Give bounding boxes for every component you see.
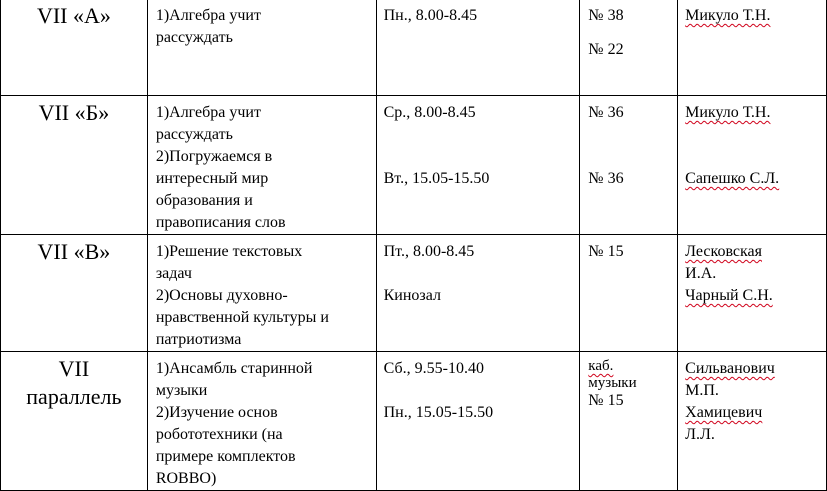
class-name: VII «А» bbox=[36, 3, 111, 28]
room-cell bbox=[580, 0, 678, 96]
course-line: 1)Ансамбль старинной bbox=[155, 360, 313, 377]
teacher-line: М.П. bbox=[685, 382, 719, 399]
course-line: музыки bbox=[155, 382, 208, 399]
course-line: задач bbox=[155, 265, 192, 282]
course-line: 1)Алгебра учит bbox=[155, 104, 261, 121]
class-cell bbox=[1, 235, 148, 352]
table-row bbox=[1, 352, 827, 491]
time-line: Кинозал bbox=[383, 287, 441, 304]
class-cell bbox=[1, 96, 148, 235]
teacher-cell bbox=[678, 352, 827, 491]
room-cell bbox=[580, 235, 678, 352]
course-line: 1)Алгебра учит bbox=[155, 7, 261, 24]
course-line: 2)Основы духовно- bbox=[155, 287, 288, 304]
class-name: VII «Б» bbox=[38, 100, 110, 125]
teacher-line: Микуло Т.Н. bbox=[685, 104, 771, 121]
course-line: рассуждать bbox=[155, 126, 233, 143]
course-line: патриотизма bbox=[155, 331, 242, 348]
course-line: 2)Изучение основ bbox=[155, 404, 278, 421]
room-line: № 15 bbox=[588, 392, 624, 409]
teacher-cell bbox=[678, 96, 827, 235]
course-line: нравственной культуры и bbox=[155, 309, 329, 326]
course-line: образования и bbox=[155, 192, 253, 209]
course-line: рассуждать bbox=[155, 29, 233, 46]
spacer bbox=[588, 124, 677, 168]
time-line: Ср., 8.00-8.45 bbox=[383, 104, 476, 121]
course-line: правописания слов bbox=[155, 214, 286, 231]
course-line: робототехники (на bbox=[155, 426, 283, 443]
room-line: № 15 bbox=[588, 243, 624, 260]
course-line: ROBBO) bbox=[155, 470, 217, 487]
teacher-line: Чарный С.Н. bbox=[685, 287, 773, 304]
spacer bbox=[685, 124, 826, 168]
course-cell bbox=[147, 352, 376, 491]
table-row bbox=[1, 96, 827, 235]
room-line: № 36 bbox=[588, 104, 624, 121]
class-name: VII bbox=[58, 356, 90, 381]
teacher-line: И.А. bbox=[685, 265, 717, 282]
class-cell bbox=[1, 352, 148, 491]
course-line: 2)Погружаемся в bbox=[155, 148, 273, 165]
teacher-line: Лесковская bbox=[685, 243, 762, 260]
time-line: Пт., 8.00-8.45 bbox=[383, 243, 475, 260]
room-line: № 22 bbox=[588, 41, 624, 58]
course-line: интересный мир bbox=[155, 170, 269, 187]
course-cell bbox=[147, 96, 376, 235]
course-cell bbox=[147, 0, 376, 96]
teacher-line: Хамицевич bbox=[685, 404, 763, 421]
room-line: каб. bbox=[588, 358, 614, 374]
time-cell bbox=[376, 96, 580, 235]
class-cell bbox=[1, 0, 148, 96]
teacher-line: Л.Л. bbox=[685, 426, 715, 443]
time-line: Сб., 9.55-10.40 bbox=[383, 360, 484, 377]
table-row bbox=[1, 235, 827, 352]
time-line: Пн., 8.00-8.45 bbox=[383, 7, 478, 24]
room-line: № 36 bbox=[588, 170, 624, 187]
time-line: Вт., 15.05-15.50 bbox=[383, 170, 490, 187]
teacher-cell bbox=[678, 235, 827, 352]
spacer bbox=[384, 124, 580, 168]
spacer bbox=[384, 380, 580, 402]
room-cell bbox=[580, 352, 678, 491]
room-cell bbox=[580, 96, 678, 235]
class-name: параллель bbox=[26, 384, 122, 409]
course-cell bbox=[147, 235, 376, 352]
room-line: № 38 bbox=[588, 7, 624, 24]
time-line: Пн., 15.05-15.50 bbox=[383, 404, 494, 421]
teacher-line: Сапешко С.Л. bbox=[685, 170, 780, 187]
teacher-line: Сильванович bbox=[685, 360, 775, 377]
teacher-line: Микуло Т.Н. bbox=[685, 7, 771, 24]
table-row bbox=[1, 0, 827, 96]
room-line: музыки bbox=[588, 375, 637, 391]
teacher-cell bbox=[678, 0, 827, 96]
spacer bbox=[384, 263, 580, 285]
time-cell bbox=[376, 235, 580, 352]
class-name: VII «В» bbox=[37, 239, 111, 264]
time-cell bbox=[376, 0, 580, 96]
course-line: примере комплектов bbox=[155, 448, 296, 465]
course-line: 1)Решение текстовых bbox=[155, 243, 303, 260]
time-cell bbox=[376, 352, 580, 491]
